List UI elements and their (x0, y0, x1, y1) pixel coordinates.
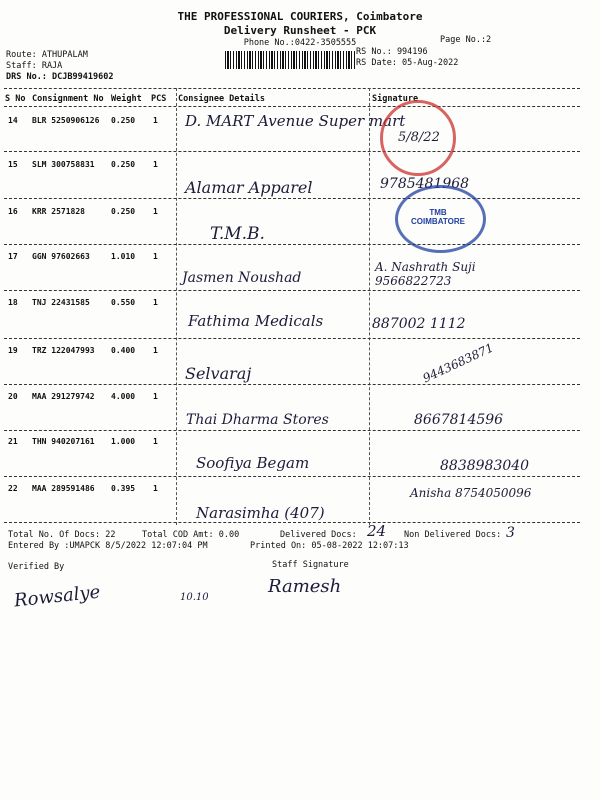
verified-by-label: Verified By (8, 562, 65, 572)
row-consignee: Jasmen Noushad (182, 270, 302, 286)
non-delivered-value: 3 (506, 525, 515, 541)
rs-date: RS Date: 05-Aug-2022 (356, 58, 459, 68)
col-weight: Weight (111, 94, 142, 104)
row-weight: 0.250 (111, 116, 136, 125)
row-consignment: TNJ 22431585 (32, 298, 90, 307)
company-title: THE PROFESSIONAL COURIERS, Coimbatore (177, 10, 423, 23)
row-consignee: Fathima Medicals (188, 312, 324, 330)
row-signature: 8667814596 (414, 412, 504, 428)
row-consignee: Soofiya Begam (196, 454, 310, 472)
row-consignment: BLR 5250906126 (32, 116, 100, 125)
page-number: Page No.:2 (440, 35, 492, 45)
row-pcs: 1 (153, 484, 158, 493)
row-weight: 0.250 (111, 207, 136, 216)
row-weight: 1.010 (111, 252, 136, 261)
runsheet-subtitle: Delivery Runsheet - PCK (223, 24, 377, 37)
row-sno: 22 (8, 484, 18, 493)
row-weight: 4.000 (111, 392, 136, 401)
row-pcs: 1 (153, 252, 158, 261)
col-sno: S No (5, 94, 26, 104)
row-pcs: 1 (153, 298, 158, 307)
col-consignee: Consignee Details (178, 94, 265, 104)
row-pcs: 1 (153, 160, 158, 169)
row-consignment: KRR 2571828 (32, 207, 85, 216)
total-docs: Total No. Of Docs: 22 (8, 530, 116, 540)
row-weight: 0.395 (111, 484, 136, 493)
row-pcs: 1 (153, 116, 158, 125)
row-sno: 20 (8, 392, 18, 401)
phone-number: Phone No.:0422-3505555 (243, 38, 357, 48)
entered-by: Entered By :UMAPCK 8/5/2022 12:07:04 PM (8, 541, 208, 551)
staff: Staff: RAJA (6, 61, 63, 71)
row-pcs: 1 (153, 346, 158, 355)
staff-signature-label: Staff Signature (272, 560, 349, 570)
row-signature: 9443683871 (420, 340, 496, 386)
non-delivered-label: Non Delivered Docs: (404, 530, 502, 540)
bank-stamp-text: TMB COIMBATORE (411, 208, 465, 226)
row-sno: 19 (8, 346, 18, 355)
row-sno: 15 (8, 160, 18, 169)
row-consignment: THN 940207161 (32, 437, 95, 446)
row-signature: 887002 1112 (372, 316, 466, 332)
row-sno: 14 (8, 116, 18, 125)
stamp-date: 5/8/22 (398, 130, 440, 145)
row-consignee: T.M.B. (210, 224, 265, 244)
delivered-docs-value: 24 (367, 522, 387, 540)
row-pcs: 1 (153, 437, 158, 446)
row-sno: 16 (8, 207, 18, 216)
row-consignee: D. MART Avenue Super mart (185, 112, 406, 130)
printed-on: Printed On: 05-08-2022 12:07:13 (250, 541, 409, 551)
row-consignment: SLM 300758831 (32, 160, 95, 169)
row-consignment: TRZ 122047993 (32, 346, 95, 355)
row-consignee: Thai Dharma Stores (186, 412, 329, 428)
row-pcs: 1 (153, 207, 158, 216)
row-sno: 21 (8, 437, 18, 446)
staff-signature: Ramesh (268, 576, 342, 597)
row-weight: 0.250 (111, 160, 136, 169)
mid-signature: 10.10 (180, 592, 209, 603)
row-pcs: 1 (153, 392, 158, 401)
row-weight: 0.400 (111, 346, 136, 355)
row-sno: 18 (8, 298, 18, 307)
row-consignment: MAA 289591486 (32, 484, 95, 493)
row-signature: Anisha 8754050096 (410, 486, 532, 500)
total-cod: Total COD Amt: 0.00 (142, 530, 240, 540)
col-pcs: PCS (151, 94, 167, 104)
row-consignee: Selvaraj (185, 364, 252, 383)
row-consignment: GGN 97602663 (32, 252, 90, 261)
delivered-docs-label: Delivered Docs: (280, 530, 357, 540)
row-weight: 0.550 (111, 298, 136, 307)
row-signature: A. Nashrath Suji 9566822723 (375, 260, 476, 288)
row-consignment: MAA 291279742 (32, 392, 95, 401)
row-weight: 1.000 (111, 437, 136, 446)
row-signature: 8838983040 (440, 458, 530, 474)
rs-number: RS No.: 994196 (356, 47, 428, 57)
barcode (225, 51, 355, 69)
row-signature: 9785481968 (380, 176, 470, 192)
col-consignment: Consignment No (32, 94, 104, 104)
route: Route: ATHUPALAM (6, 50, 88, 60)
row-consignee: Alamar Apparel (185, 178, 313, 197)
row-sno: 17 (8, 252, 18, 261)
verifier-signature: Rowsalye (13, 581, 102, 612)
col-signature: Signature (372, 94, 419, 104)
row-consignee: Narasimha (407) (196, 504, 325, 522)
drs-number: DRS No.: DCJB99419602 (6, 72, 114, 82)
